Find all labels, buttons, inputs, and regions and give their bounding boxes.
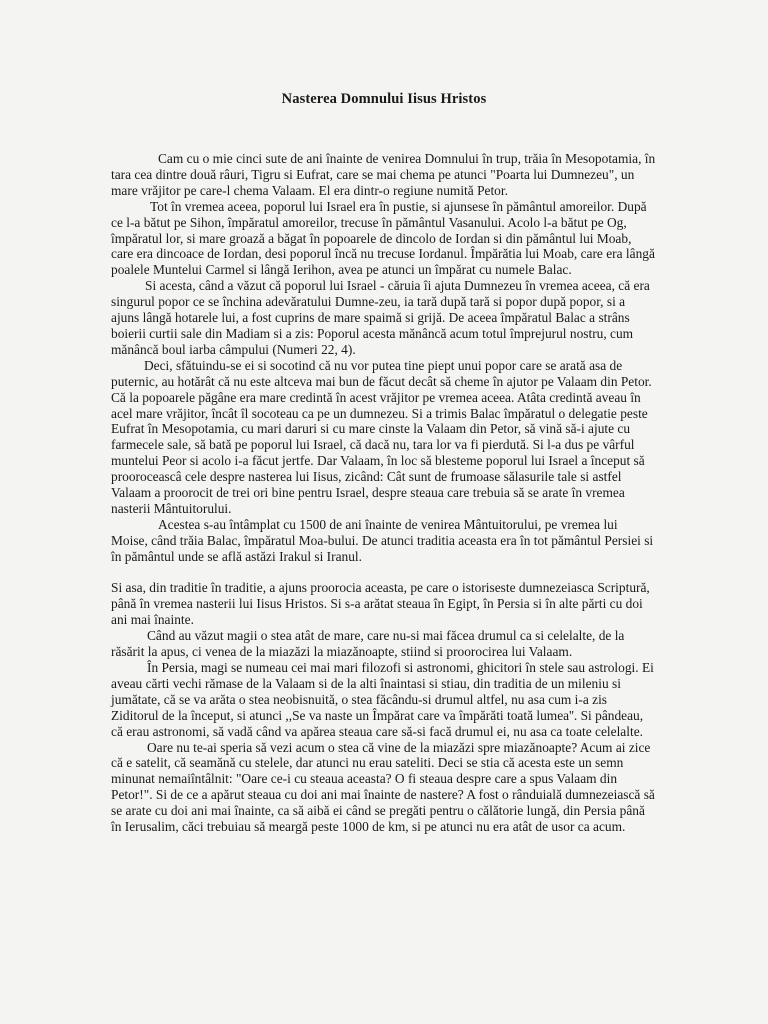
paragraph: Tot în vremea aceea, poporul lui Israel era în pustie, si ajunsese în pământul amoreilor. După ce l-a bătut pe Sihon, împăratul amoreilor, trecuse în pământul Vasanului. Acolo l-a bătut pe Og, împăratul lor, si mare groază a băgat în popoarele de dincolo de Iordan si din pământul lui Moab, care era dincoace de Iordan, desi poporul încă nu trecuse Iordanul. Împărătia lui Moab, care era lângă poalele Muntelui Carmel si lângă Ierihon, avea pe atunci un împărat cu numele Balac. — [111, 198, 655, 278]
paragraph: În Persia, magi se numeau cei mai mari filozofi si astronomi, ghicitori în stele sau astrologi. Ei aveau cărti vechi rămase de la Valaam si de la alti înaintasi si stiau, din traditia de un mileniu si jumătate, că se va arăta o stea neobisnuită, o stea făcându-si drumul altfel, nu asa cum i-a zis Ziditorul de la început, si atunci ,,Se va naste un Împărat care va împărăti toată lumea''. Si pândeau, că erau astronomi, să vadă când va apărea steaua care să-si facă drumul ei, nu asa ca toate celelalte. — [111, 659, 654, 739]
paragraph: Si acesta, când a văzut că poporul lui Israel - căruia îi ajuta Dumnezeu în vremea aceea, că era singurul popor ce se închina adevăratului Dumne-zeu, ia tară după tară si popor după popor, si a ajuns lângă hotarele lui, a fost cuprins de mare spaimă si grijă. De aceea împăratul Balac a strâns boierii curtii sale din Madiam si a zis: Poporul acesta mănâncă acum totul împrejurul nostru, cum mănâncă boul iarba câmpului (Numeri 22, 4). — [111, 278, 650, 357]
paragraph: Cam cu o mie cinci sute de ani înainte de venirea Domnului în trup, trăia în Mesopotamia, în tara cea dintre două râuri, Tigru si Eufrat, care se mai chema pe atunci "Poarta lui Dumnezeu", un mare vrăjitor pe care-l chema Valaam. El era dintr-o regiune numită Petor. — [111, 151, 656, 198]
paragraph: Si asa, din traditie în traditie, a ajuns proorocia aceasta, pe care o istoriseste dumnezeiasca Scriptură, până în vremea nasterii lui Iisus Hristos. Si s-a arătat steaua în Egipt, în Persia si în alte părti cu doi ani mai înainte. — [111, 580, 650, 628]
paragraph: Acestea s-au întâmplat cu 1500 de ani înainte de venirea Mântuitorului, pe vremea lui Moise, când trăia Balac, împăratul Moa-bului. De atunci traditia aceasta era în tot pământul Persiei si în pământul unde se află astăzi Irakul si Iranul. — [111, 516, 654, 564]
paragraph: Oare nu te-ai speria să vezi acum o stea că vine de la miazăzi spre miazănoapte? Acum ai zice că e satelit, că seamănă cu stelele, dar atunci nu erau sateliti. Deci se stia că acesta este un semn minunat nemaiîntâlnit: "Oare ce-i cu steaua aceasta? O fi steaua despre care a spus Valaam din Petor!". Si de ce a apărut steaua cu doi ani mai înainte de nastere? A fost o rânduială dumnezeiască să se arate cu doi ani mai înainte, ca să aibă ei când se pregăti pentru o călătorie lungă, din Persia până în Ierusalim, căci trebuiau să meargă peste 1000 de km, si pe atunci nu era atât de usor ca acum. — [111, 739, 655, 835]
paragraph: Deci, sfătuindu-se ei si socotind că nu vor putea tine piept unui popor care se arată asa de puternic, au hotărât că nu este altceva mai bun de făcut decât să cheme în ajutor pe Valaam din Petor. Că la popoarele păgâne era mare credintă în acest vrăjitor pe vremea aceea. Atâta credintă aveau în acel mare vrăjitor, încât îl socoteau ca pe un dumnezeu. Si a trimis Balac împăratul o delegatie peste Eufrat în Mesopotamia, cu mari daruri si cu mare cinste la Valaam din Petor, să vină să-i ajute cu farmecele sale, să bată pe poporul lui Israel, că dacă nu, tara lor va fi pierdută. Si l-a dus pe vârful muntelui Peor si acolo i-a făcut jertfe. Dar Valaam, în loc să blesteme poporul lui Israel a început să prooroceascâ cele despre nasterea lui Iisus, zicând: Cât sunt de frumoase sălasurile tale si astfel Valaam a proorocit de trei ori bine pentru Israel, despre steaua care trebuia să se arate în vremea nasterii Mântuitorului. — [111, 357, 652, 516]
document-body — [111, 151, 656, 835]
document-title: Nasterea Domnului Iisus Hristos — [281, 91, 487, 107]
paragraph: Când au văzut magii o stea atât de mare, care nu-si mai făcea drumul ca si celelalte, de la răsărit la apus, ci venea de la miazăzi la miazănoapte, stiind si proorocirea lui Valaam. — [111, 628, 625, 660]
